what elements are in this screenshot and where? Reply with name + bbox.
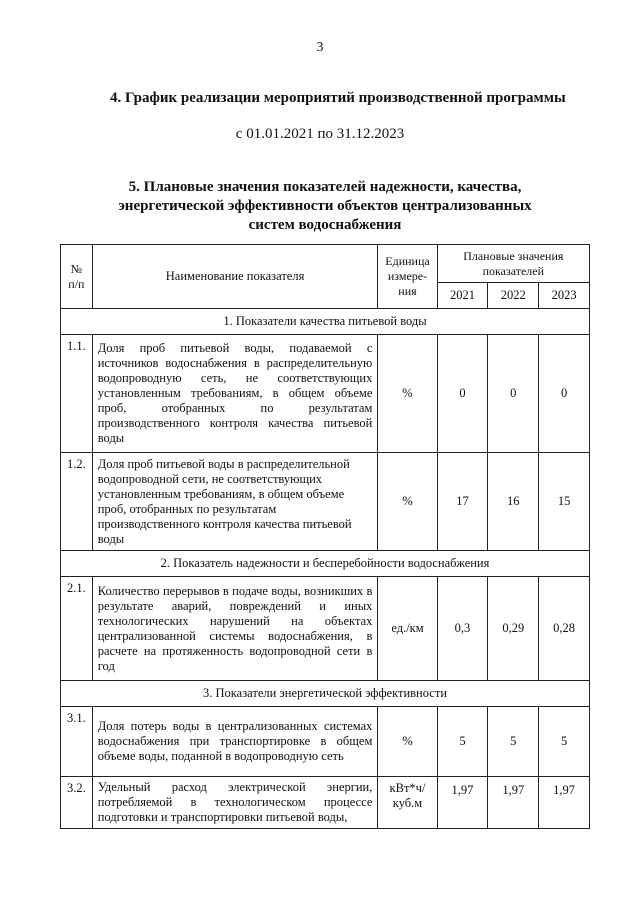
row-value: 5 <box>488 707 539 777</box>
header-plan: Плановые значения показателей <box>437 245 589 283</box>
row-name: Доля проб питьевой воды, подаваемой с источников водоснабжения в распределительную водопроводную сеть, не соответствующих установленным требованиям, в общем объеме проб, отобранных по результатам производственного контроля качества питьевой воды <box>92 335 378 453</box>
table-row <box>61 777 590 829</box>
row-value: 0,29 <box>488 577 539 681</box>
row-name: Количество перерывов в подаче воды, возникших в результате аварий, повреждений и иных технологических нарушений на объектах централизованной системы водоснабжения, в расчете на протяженность водопроводной сети в год <box>92 577 378 681</box>
row-unit: кВт*ч/ куб.м <box>378 777 437 829</box>
row-num: 3.1. <box>61 707 93 777</box>
period-text: с 01.01.2021 по 31.12.2023 <box>235 126 405 142</box>
header-num: № п/п <box>61 245 93 309</box>
row-value: 5 <box>539 707 590 777</box>
row-unit: % <box>378 453 437 551</box>
row-num: 1.2. <box>61 453 93 551</box>
table-row <box>61 577 590 681</box>
row-value: 0,28 <box>539 577 590 681</box>
header-year: 2021 <box>437 283 488 309</box>
row-num: 3.2. <box>61 777 93 829</box>
row-value: 17 <box>437 453 488 551</box>
section-title: 2. Показатель надежности и бесперебойности водоснабжения <box>61 551 590 577</box>
row-value: 1,97 <box>437 777 488 829</box>
section-heading-schedule: 4. График реализации мероприятий производственной программы <box>110 90 566 106</box>
row-value: 0,3 <box>437 577 488 681</box>
row-value: 0 <box>437 335 488 453</box>
section-title: 3. Показатели энергетической эффективности <box>61 681 590 707</box>
row-unit: % <box>378 707 437 777</box>
row-num: 2.1. <box>61 577 93 681</box>
indicators-table <box>60 244 590 829</box>
row-unit: ед./км <box>378 577 437 681</box>
row-num: 1.1. <box>61 335 93 453</box>
row-value: 0 <box>539 335 590 453</box>
table-row <box>61 453 590 551</box>
page-number: 3 <box>316 40 324 55</box>
row-value: 1,97 <box>539 777 590 829</box>
header-year: 2023 <box>539 283 590 309</box>
header-year: 2022 <box>488 283 539 309</box>
section-title: 1. Показатели качества питьевой воды <box>61 309 590 335</box>
row-value: 0 <box>488 335 539 453</box>
row-value: 1,97 <box>488 777 539 829</box>
row-name: Удельный расход электрической энергии, потребляемой в технологическом процессе подготовки и транспортировки питьевой воды, <box>92 777 378 829</box>
row-value: 15 <box>539 453 590 551</box>
table-row <box>61 335 590 453</box>
row-value: 5 <box>437 707 488 777</box>
row-name: Доля проб питьевой воды в распределительной водопроводной сети, не соответствующих установленным требованиям, в общем объеме проб, отобранных по результатам производственного контроля качества питьевой воды <box>92 453 378 551</box>
row-value: 16 <box>488 453 539 551</box>
row-name: Доля потерь воды в централизованных системах водоснабжения при транспортировке в общем объеме воды, поданной в водопроводную сеть <box>92 707 378 777</box>
header-name: Наименование показателя <box>92 245 378 309</box>
table-row <box>61 707 590 777</box>
section-heading-indicators: 5. Плановые значения показателей надежности, качества, энергетической эффективности объектов централизованных систем водоснабжения <box>118 179 532 233</box>
header-unit: Единица измере-ния <box>378 245 437 309</box>
row-unit: % <box>378 335 437 453</box>
